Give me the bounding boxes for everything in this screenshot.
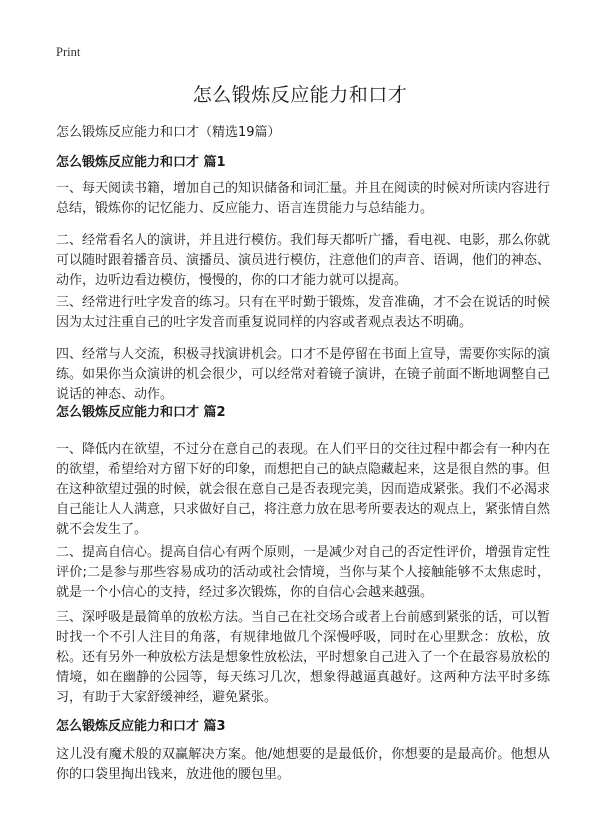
paragraph: 一、每天阅读书籍，增加自己的知识储备和词汇量。并且在阅读的时候对所读内容进行总结，锻炼你的记忆能力、反应能力、语言连贯能力与总结能力。 [56,181,551,216]
page-title: 怎么锻炼反应能力和口才 [192,84,408,106]
document-subtitle: 怎么锻炼反应能力和口才（精选19篇） [56,125,281,140]
paragraph: 二、提高自信心。提高自信心有两个原则，一是减少对自己的否定性评价，增强肯定性评价;二是参与那些容易成功的活动或社会情境，当你与某个人接触能够不太焦虑时，就是一个小信心的支持，经过多次锻炼，你的自信心会越来越强。 [56,545,551,600]
paragraph: 这儿没有魔术般的双赢解决方案。他/她想要的是最低价，你想要的是最高价。他想从你的口袋里掏出钱来，放进他的腰包里。 [56,747,550,782]
section-heading-2: 怎么锻炼反应能力和口才 篇2 [56,405,226,420]
paragraph: 三、经常进行吐字发音的练习。只有在平时勤于锻炼，发音准确，才不会在说话的时候因为太过注重自己的吐字发音而重复说同样的内容或者观点表达不明确。 [56,295,551,330]
paragraph: 三、深呼吸是最简单的放松方法。当自己在社交场合或者上台前感到紧张的话，可以暂时找一个不引人注目的角落，有规律地做几个深慢呼吸，同时在心里默念：放松，放松。还有另外一种放松方法是想象性放松法，平时想象自己进入了一个在最容易放松的情境，如在幽静的公园等，每天练习几次，想象得越逼真越好。这两种方法平时多练习，有助于大家舒缓神经，避免紧张。 [56,610,551,705]
paragraph: 二、经常看名人的演讲，并且进行模仿。我们每天都听广播，看电视、电影，那么你就可以随时跟着播音员、演播员、演员进行模仿，注意他们的声音、语调，他们的神态、动作，边听边看边模仿，慢慢的，你的口才能力就可以提高。 [56,233,551,288]
paragraph: 一、降低内在欲望，不过分在意自己的表现。在人们平日的交往过程中都会有一种内在的欲望，希望给对方留下好的印象，而想把自己的缺点隐藏起来，这是很自然的事。但在这种欲望过强的时候，就会很在意自己是否表现完美，因而造成紧张。我们不必渴求自己能让人人满意，只求做好自己，将注意力放在思考所要表达的观点上，紧张情自然就不会发生了。 [56,442,551,537]
paragraph: 四、经常与人交流，积极寻找演讲机会。口才不是停留在书面上宣导，需要你实际的演练。如果你当众演讲的机会很少，可以经常对着镜子演讲，在镜子前面不断地调整自己说话的神态、动作。 [56,347,551,402]
section-heading-3: 怎么锻炼反应能力和口才 篇3 [56,719,226,734]
print-link[interactable]: Print [56,45,81,59]
section-heading-1: 怎么锻炼反应能力和口才 篇1 [56,155,226,170]
